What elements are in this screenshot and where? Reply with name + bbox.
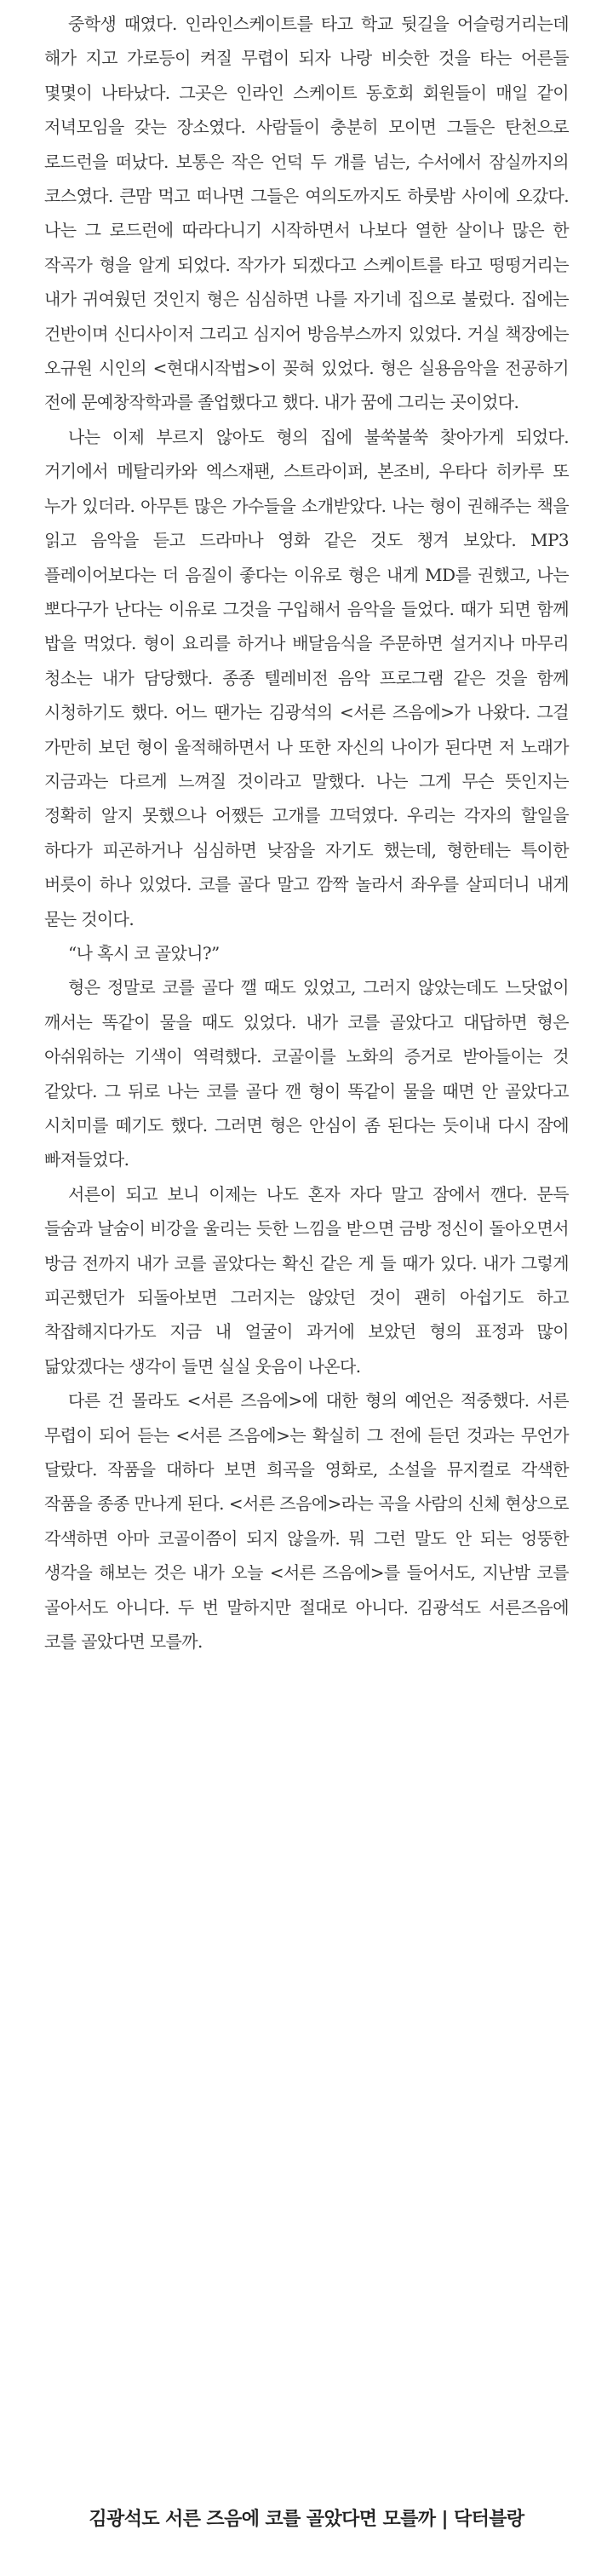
paragraph-1: 중학생 때였다. 인라인스케이트를 타고 학교 뒷길을 어슬렁거리는데 해가 지고 가로등이 켜질 무렵이 되자 나랑 비슷한 것을 타는 어른들 몇몇이 나타났다. 그곳은 인라인 스케이트 동호회 회원들이 매일 같이 저녁모임을 갖는 장소였다. 사람들이 충분히 모이면 그들은 탄천으로 로드런을 떠났다. 보통은 작은 언덕 두 개를 넘는, 수서에서 잠실까지의 코스였다. 큰맘 먹고 떠나면 그들은 여의도까지도 하룻밤 사이에 오갔다. 나는 그 로드런에 따라다니기 시작하면서 나보다 열한 살이나 많은 한 작곡가 형을 알게 되었다. 작가가 되겠다고 스케이트를 타고 떵떵거리는 내가 귀여웠던 것인지 형은 심심하면 나를 자기네 집으로 불렀다. 집에는 건반이며 신디사이저 그리고 심지어 방음부스까지 있었다. 거실 책장에는 오규원 시인의 <현대시작법>이 꽂혀 있었다. 형은 실용음악을 전공하기 전에 문예창작학과를 졸업했다고 했다. 내가 꿈에 그리는 곳이었다. xyxy=(44,14,569,413)
paragraph-6: 다른 건 몰라도 <서른 즈음에>에 대한 형의 예언은 적중했다. 서른 무렵이 되어 듣는 <서른 즈음에>는 확실히 그 전에 듣던 것과는 무언가 달랐다. 작품을 대하다 보면 희곡을 영화로, 소설을 뮤지컬로 각색한 작품을 종종 만나게 된다. <서른 즈음에>라는 곡을 사람의 신체 현상으로 각색하면 아마 코골이쯤이 되지 않을까. 뭐 그런 말도 안 되는 엉뚱한 생각을 해보는 것은 내가 오늘 <서른 즈음에>를 들어서도, 지난밤 코를 골아서도 아니다. 두 번 말하지만 절대로 아니다. 김광석도 서른즈음에 코를 골았다면 모를까. xyxy=(44,1390,569,1653)
paragraph-5: 서른이 되고 보니 이제는 나도 혼자 자다 말고 잠에서 깬다. 문득 들숨과 날숨이 비강을 울리는 듯한 느낌을 받으면 금방 정신이 돌아오면서 방금 전까지 내가 코를 골았다는 확신 같은 게 들 때가 있다. 내가 그렇게 피곤했던가 되돌아보면 그러지는 않았던 것이 괜히 아쉽기도 하고 착잡해지다가도 지금 내 얼굴이 과거에 보았던 형의 표정과 많이 닮았겠다는 생각이 들면 실실 웃음이 나온다. xyxy=(44,1183,569,1377)
paragraph-2: 나는 이제 부르지 않아도 형의 집에 불쑥불쑥 찾아가게 되었다. 거기에서 메탈리카와 엑스재팬, 스트라이퍼, 본조비, 우타다 히카루 또 누가 있더라. 아무튼 많은 가수들을 소개받았다. 나는 형이 권해주는 책을 읽고 음악을 듣고 드라마나 영화 같은 것도 챙겨 보았다. MP3 플레이어보다는 더 음질이 좋다는 이유로 형은 내게 MD를 권했고, 나는 뽀다구가 난다는 이유로 그것을 구입해서 음악을 들었다. 때가 되면 함께 밥을 먹었다. 형이 요리를 하거나 배달음식을 주문하면 설거지나 마무리 청소는 내가 담당했다. 종종 텔레비전 음악 프로그램 같은 것을 함께 시청하기도 했다. 어느 땐가는 김광석의 <서른 즈음에>가 나왔다. 그걸 가만히 보던 형이 울적해하면서 나 또한 자신의 나이가 된다면 저 노래가 지금과는 다르게 느껴질 것이라고 말했다. 나는 그게 무슨 뜻인지는 정확히 알지 못했으나 어쨌든 고개를 끄덕였다. 우리는 각자의 할일을 하다가 피곤하거나 심심하면 낮잠을 자기도 했는데, 형한테는 특이한 버릇이 하나 있었다. 코를 골다 말고 깜짝 놀라서 좌우를 살피더니 내게 묻는 것이다. xyxy=(44,426,569,929)
article-body xyxy=(44,7,569,1659)
paragraph-4: 형은 정말로 코를 골다 깰 때도 있었고, 그러지 않았는데도 느닷없이 깨서는 똑같이 물을 때도 있었다. 내가 코를 골았다고 대답하면 형은 아쉬워하는 기색이 역력했다. 코골이를 노화의 증거로 받아들이는 것 같았다. 그 뒤로 나는 코를 골다 깬 형이 똑같이 물을 때면 안 골았다고 시치미를 떼기도 했다. 그러면 형은 안심이 좀 된다는 듯이내 다시 잠에 빠져들었다. xyxy=(44,977,569,1170)
paragraph-quote: “나 혹시 코 골았니?” xyxy=(68,942,220,963)
footer-title: 김광석도 서른 즈음에 코를 골았다면 모를까 | 닥터블랑 xyxy=(89,2509,524,2530)
